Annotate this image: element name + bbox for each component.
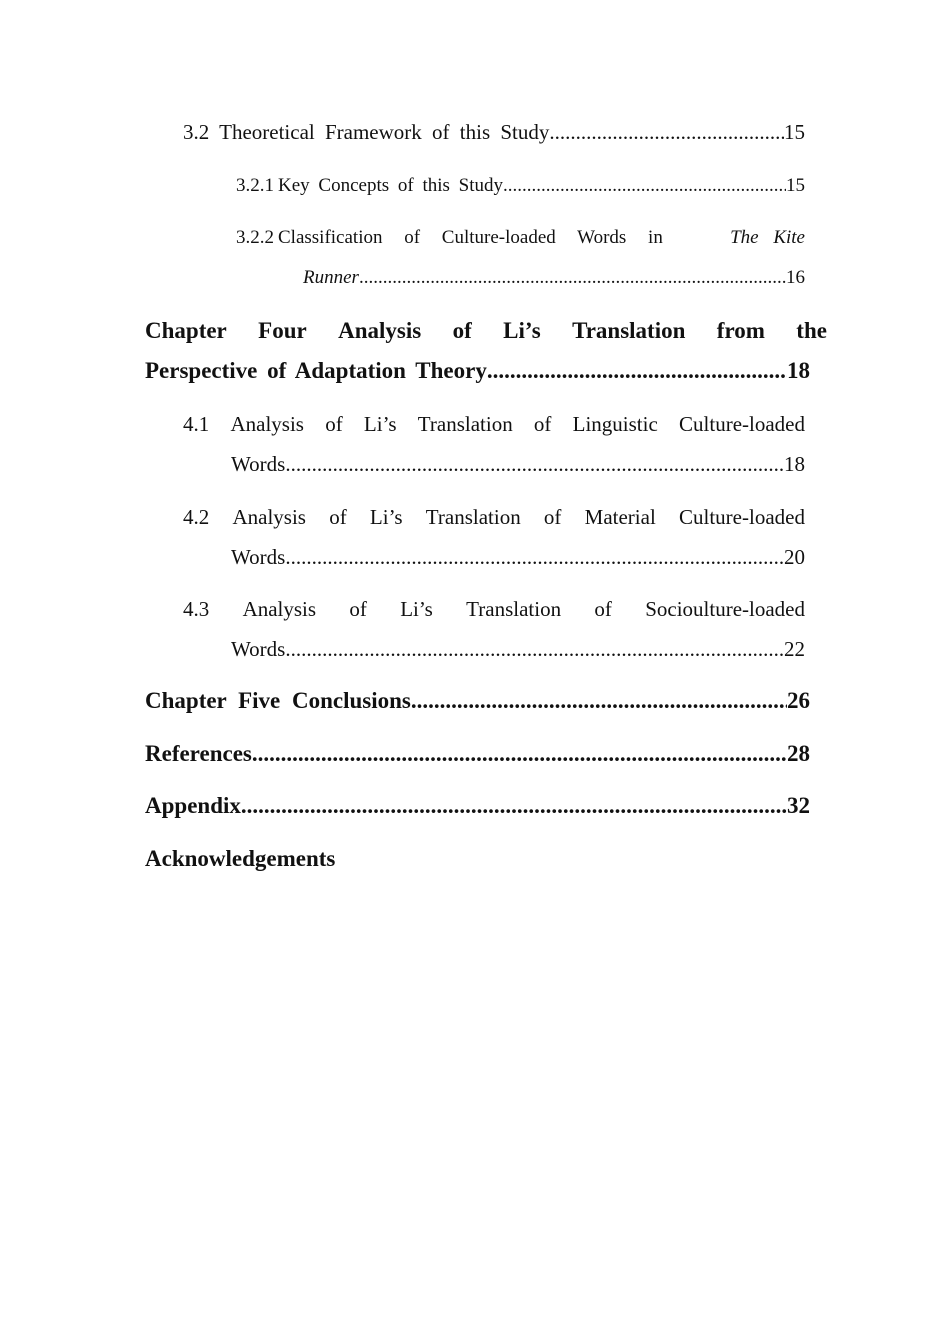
toc-word: Linguistic [572, 412, 658, 436]
toc-word: Culture-loaded [679, 412, 805, 436]
toc-label: Words [231, 545, 286, 569]
section-number: 4.2 [183, 505, 210, 529]
dot-leader [241, 793, 787, 819]
toc-word: of [349, 597, 367, 621]
dot-leader [411, 688, 787, 714]
page-number: 16 [786, 267, 805, 288]
toc-label: Words [231, 637, 286, 661]
toc-entry-3-2-2-cont [303, 267, 805, 289]
toc-word: of [533, 412, 552, 436]
toc-entry-acknowledgements [145, 846, 335, 872]
section-number: 4.3 [183, 597, 210, 621]
page-number: 18 [787, 358, 810, 383]
toc-word: Socioulture-loaded [645, 597, 805, 621]
toc-word: of [325, 412, 343, 436]
page-number: 20 [784, 545, 805, 569]
section-number: 4.1 [183, 412, 210, 436]
toc-entry-3-2-2 [236, 227, 805, 249]
toc-label-italic: The Kite [730, 227, 805, 248]
section-number: 3.2.2 [236, 227, 274, 248]
section-number: 3.2.1 [236, 175, 274, 196]
toc-entry-references [145, 741, 810, 767]
toc-word: Analysis [242, 597, 317, 621]
dot-leader [252, 741, 787, 767]
toc-entry-chapter-4-cont [145, 358, 810, 384]
page-number: 28 [787, 741, 810, 766]
toc-word: from [716, 318, 765, 343]
toc-label: Key Concepts of this Study [278, 175, 503, 196]
page-number: 32 [787, 793, 810, 818]
toc-label-italic: Runner [303, 267, 359, 288]
page-number: 15 [786, 175, 805, 196]
page-number: 26 [787, 688, 810, 713]
toc-label: References [145, 741, 252, 766]
toc-word: Chapter [145, 318, 227, 343]
toc-word: Analysis [230, 412, 304, 436]
toc-word: Li’s [400, 597, 433, 621]
toc-entry-3-2-1 [236, 175, 805, 197]
toc-word: of [329, 505, 347, 529]
toc-word: Four [258, 318, 307, 343]
toc-word: Translation [572, 318, 686, 343]
toc-word: Li’s [363, 412, 397, 436]
toc-label: Classification of Culture-loaded Words in [278, 227, 663, 248]
dot-leader [285, 545, 784, 570]
toc-word: Translation [425, 505, 521, 529]
dot-leader [285, 637, 784, 662]
toc-entry-4-3 [183, 597, 805, 622]
toc-label: Acknowledgements [145, 846, 336, 871]
dot-leader [359, 267, 786, 289]
page-number: 22 [784, 637, 805, 661]
toc-word: Analysis [232, 505, 306, 529]
toc-entry-4-1 [183, 412, 805, 437]
dot-leader [503, 175, 786, 197]
toc-word: of [594, 597, 612, 621]
toc-entry-4-2 [183, 505, 805, 530]
toc-word: Culture-loaded [679, 505, 805, 529]
toc-word: Translation [466, 597, 562, 621]
toc-entry-3-2 [183, 120, 805, 145]
toc-entry-appendix [145, 793, 810, 819]
dot-leader [549, 120, 784, 145]
toc-word: Li’s [369, 505, 403, 529]
toc-label: 3.2 Theoretical Framework of this Study [183, 120, 550, 144]
dot-leader [285, 452, 784, 477]
toc-word: Li’s [503, 318, 541, 343]
toc-entry-chapter-5 [145, 688, 810, 714]
toc-word: Analysis [338, 318, 422, 343]
page-number: 18 [784, 452, 805, 476]
page-number: 15 [784, 120, 805, 144]
toc-word: Translation [417, 412, 513, 436]
toc-label: Perspective of Adaptation Theory [145, 358, 487, 383]
toc-entry-chapter-4 [145, 318, 827, 344]
toc-entry-4-3-cont [231, 637, 805, 662]
toc-entry-4-2-cont [231, 545, 805, 570]
toc-entry-4-1-cont [231, 452, 805, 477]
toc-word: of [543, 505, 562, 529]
toc-word: Material [584, 505, 656, 529]
toc-label: Words [231, 452, 286, 476]
toc-label: Appendix [145, 793, 241, 818]
toc-word: of [452, 318, 472, 343]
dot-leader [487, 358, 787, 384]
toc-word: the [796, 318, 827, 343]
toc-label: Chapter Five Conclusions [145, 688, 411, 713]
